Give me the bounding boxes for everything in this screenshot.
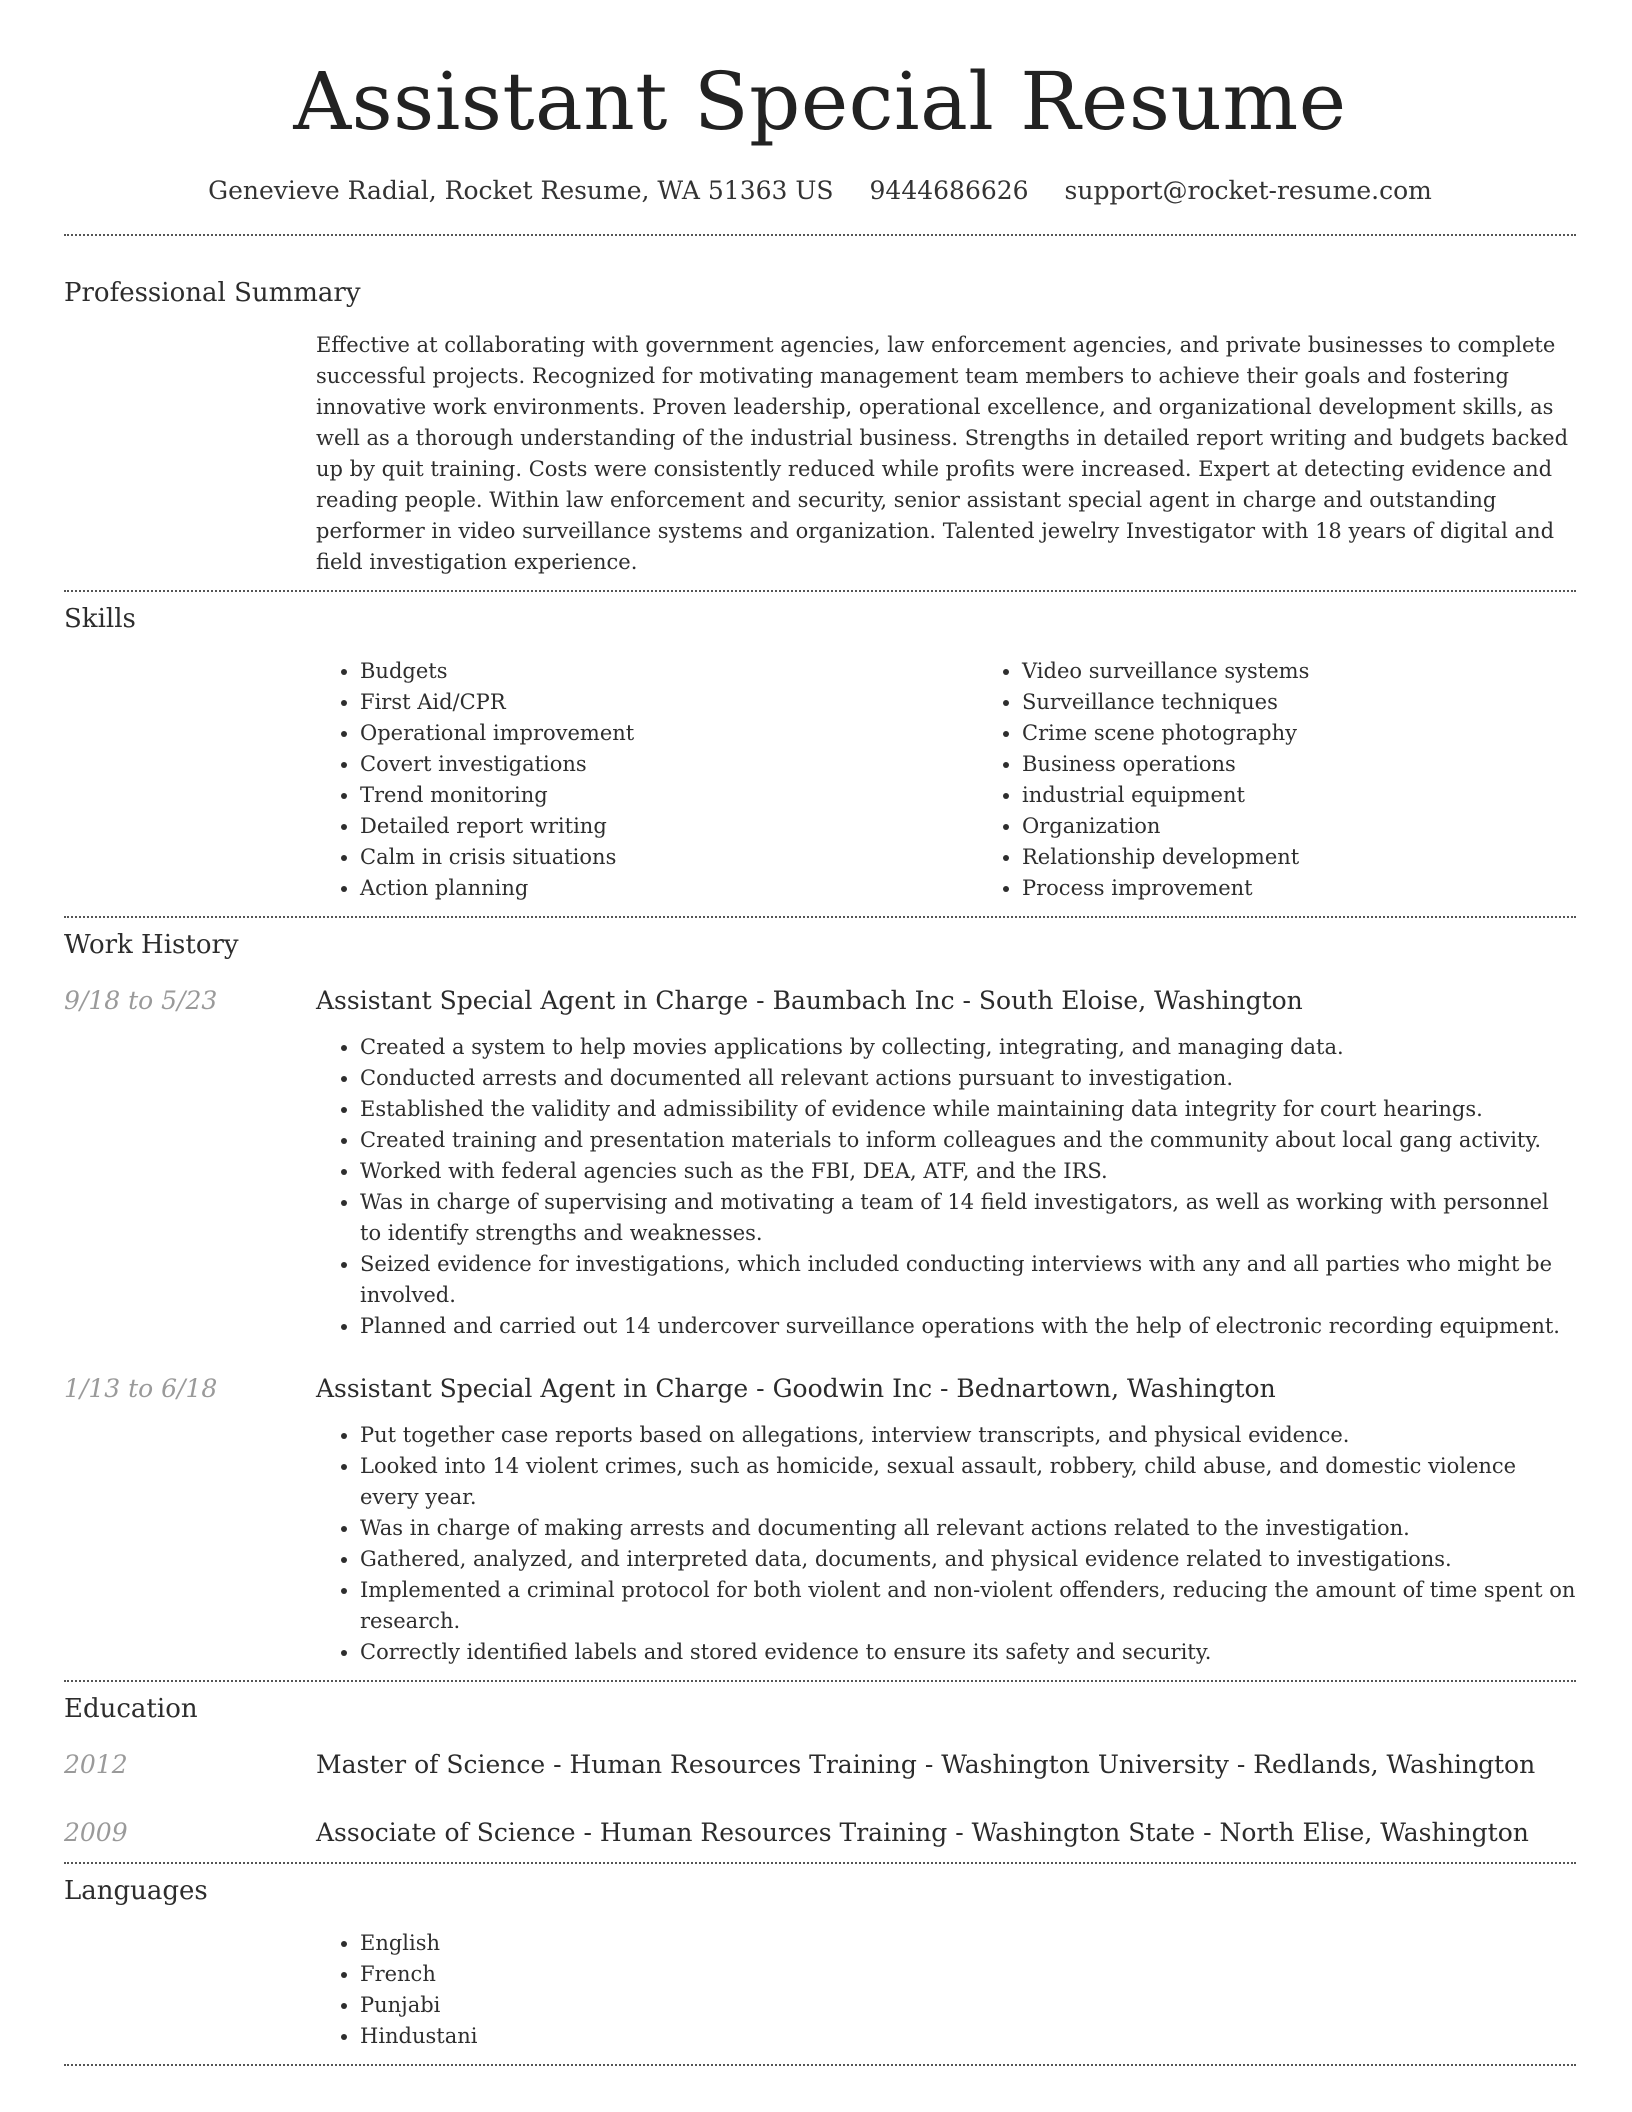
job-title: Assistant Special Agent in Charge - Baumbach Inc - South Eloise, Washington	[316, 986, 1303, 1015]
job-entry	[64, 1372, 1576, 1668]
education-entry	[64, 1748, 1576, 1782]
language-item: • Punjabi	[360, 1990, 1576, 2021]
education-year: 2012	[64, 1750, 128, 1779]
education-degree: Master of Science - Human Resources Training - Washington University - Redlands, Washington	[316, 1750, 1536, 1779]
skill-item: • Calm in crisis situations	[360, 842, 978, 873]
section-divider	[64, 590, 1576, 592]
job-bullet: • Implemented a criminal protocol for both violent and non-violent offenders, reducing the amount of time spent on research.	[360, 1575, 1576, 1637]
skill-item: • Detailed report writing	[360, 811, 978, 842]
resume-page	[64, 0, 1576, 2066]
education-year: 2009	[64, 1818, 128, 1847]
job-bullet: • Established the validity and admissibility of evidence while maintaining data integrity for court hearings.	[360, 1094, 1576, 1125]
skills-section	[64, 656, 1576, 904]
job-bullet: • Conducted arrests and documented all relevant actions pursuant to investigation.	[360, 1063, 1576, 1094]
section-divider	[64, 2064, 1576, 2066]
job-dates: 9/18 to 5/23	[64, 986, 218, 1015]
education-degree: Associate of Science - Human Resources Training - Washington State - North Elise, Washington	[316, 1818, 1529, 1847]
job-bullet: • Worked with federal agencies such as the FBI, DEA, ATF, and the IRS.	[360, 1156, 1576, 1187]
job-dates: 1/13 to 6/18	[64, 1374, 218, 1403]
skill-item: • Organization	[1022, 811, 1632, 842]
skill-item: • Process improvement	[1022, 873, 1632, 904]
education-heading: Education	[64, 1694, 198, 1724]
contact-address: Genevieve Radial, Rocket Resume, WA 51363 US	[208, 176, 834, 205]
job-entry	[64, 984, 1576, 1342]
language-item: • French	[360, 1959, 1576, 1990]
skills-list-right	[978, 656, 1632, 904]
skill-item: • Covert investigations	[360, 749, 978, 780]
job-bullet: • Was in charge of supervising and motivating a team of 14 field investigators, as well as working with personnel to identify strengths and weaknesses.	[360, 1187, 1576, 1249]
language-item: • Hindustani	[360, 2021, 1576, 2052]
job-bullet: • Created a system to help movies applications by collecting, integrating, and managing data.	[360, 1032, 1576, 1063]
education-entry	[64, 1816, 1576, 1850]
languages-list	[316, 1928, 1576, 2052]
skills-list-left	[316, 656, 978, 904]
languages-heading: Languages	[64, 1876, 208, 1906]
work-heading: Work History	[64, 930, 239, 960]
skills-heading: Skills	[64, 604, 136, 634]
job-bullet: • Gathered, analyzed, and interpreted data, documents, and physical evidence related to investigations.	[360, 1544, 1576, 1575]
skill-item: • Relationship development	[1022, 842, 1632, 873]
contact-email: support@rocket-resume.com	[1064, 176, 1432, 205]
job-bullet: • Seized evidence for investigations, which included conducting interviews with any and all parties who might be involved.	[360, 1249, 1576, 1311]
job-bullet: • Was in charge of making arrests and documenting all relevant actions related to the investigation.	[360, 1513, 1576, 1544]
job-bullets	[316, 1032, 1576, 1342]
section-divider	[64, 916, 1576, 918]
language-item: • English	[360, 1928, 1576, 1959]
summary-section	[64, 330, 1576, 578]
contact-line	[64, 174, 1576, 208]
job-title: Assistant Special Agent in Charge - Goodwin Inc - Bednartown, Washington	[316, 1374, 1276, 1403]
summary-heading: Professional Summary	[64, 278, 361, 308]
section-divider	[64, 1680, 1576, 1682]
skill-item: • First Aid/CPR	[360, 687, 978, 718]
skill-item: • Surveillance techniques	[1022, 687, 1632, 718]
skill-item: • Business operations	[1022, 749, 1632, 780]
job-bullet: • Planned and carried out 14 undercover surveillance operations with the help of electronic recording equipment.	[360, 1311, 1576, 1342]
skill-item: • Budgets	[360, 656, 978, 687]
job-bullet: • Correctly identified labels and stored evidence to ensure its safety and security.	[360, 1637, 1576, 1668]
skill-item: • Crime scene photography	[1022, 718, 1632, 749]
summary-text: Effective at collaborating with government agencies, law enforcement agencies, and private businesses to complete successful projects. Recognized for motivating management team members to achieve their goals and fostering innovative work environments. Proven leadership, operational excellence, and organizational development skills, as well as a thorough understanding of the industrial business. Strengths in detailed report writing and budgets backed up by quit training. Costs were consistently reduced while profits were increased. Expert at detecting evidence and reading people. Within law enforcement and security, senior assistant special agent in charge and outstanding performer in video surveillance systems and organization. Talented jewelry Investigator with 18 years of digital and field investigation experience.	[316, 333, 1569, 574]
job-bullet: • Created training and presentation materials to inform colleagues and the community about local gang activity.	[360, 1125, 1576, 1156]
job-bullet: • Put together case reports based on allegations, interview transcripts, and physical evidence.	[360, 1420, 1576, 1451]
skill-item: • industrial equipment	[1022, 780, 1632, 811]
job-bullets	[316, 1420, 1576, 1668]
resume-title: Assistant Special Resume	[293, 55, 1347, 148]
job-bullet: • Looked into 14 violent crimes, such as homicide, sexual assault, robbery, child abuse, and domestic violence every year.	[360, 1451, 1576, 1513]
section-divider	[64, 234, 1576, 236]
languages-section	[64, 1928, 1576, 2052]
skill-item: • Operational improvement	[360, 718, 978, 749]
skill-item: • Trend monitoring	[360, 780, 978, 811]
contact-phone: 9444686626	[869, 176, 1029, 205]
skill-item: • Video surveillance systems	[1022, 656, 1632, 687]
section-divider	[64, 1862, 1576, 1864]
skill-item: • Action planning	[360, 873, 978, 904]
